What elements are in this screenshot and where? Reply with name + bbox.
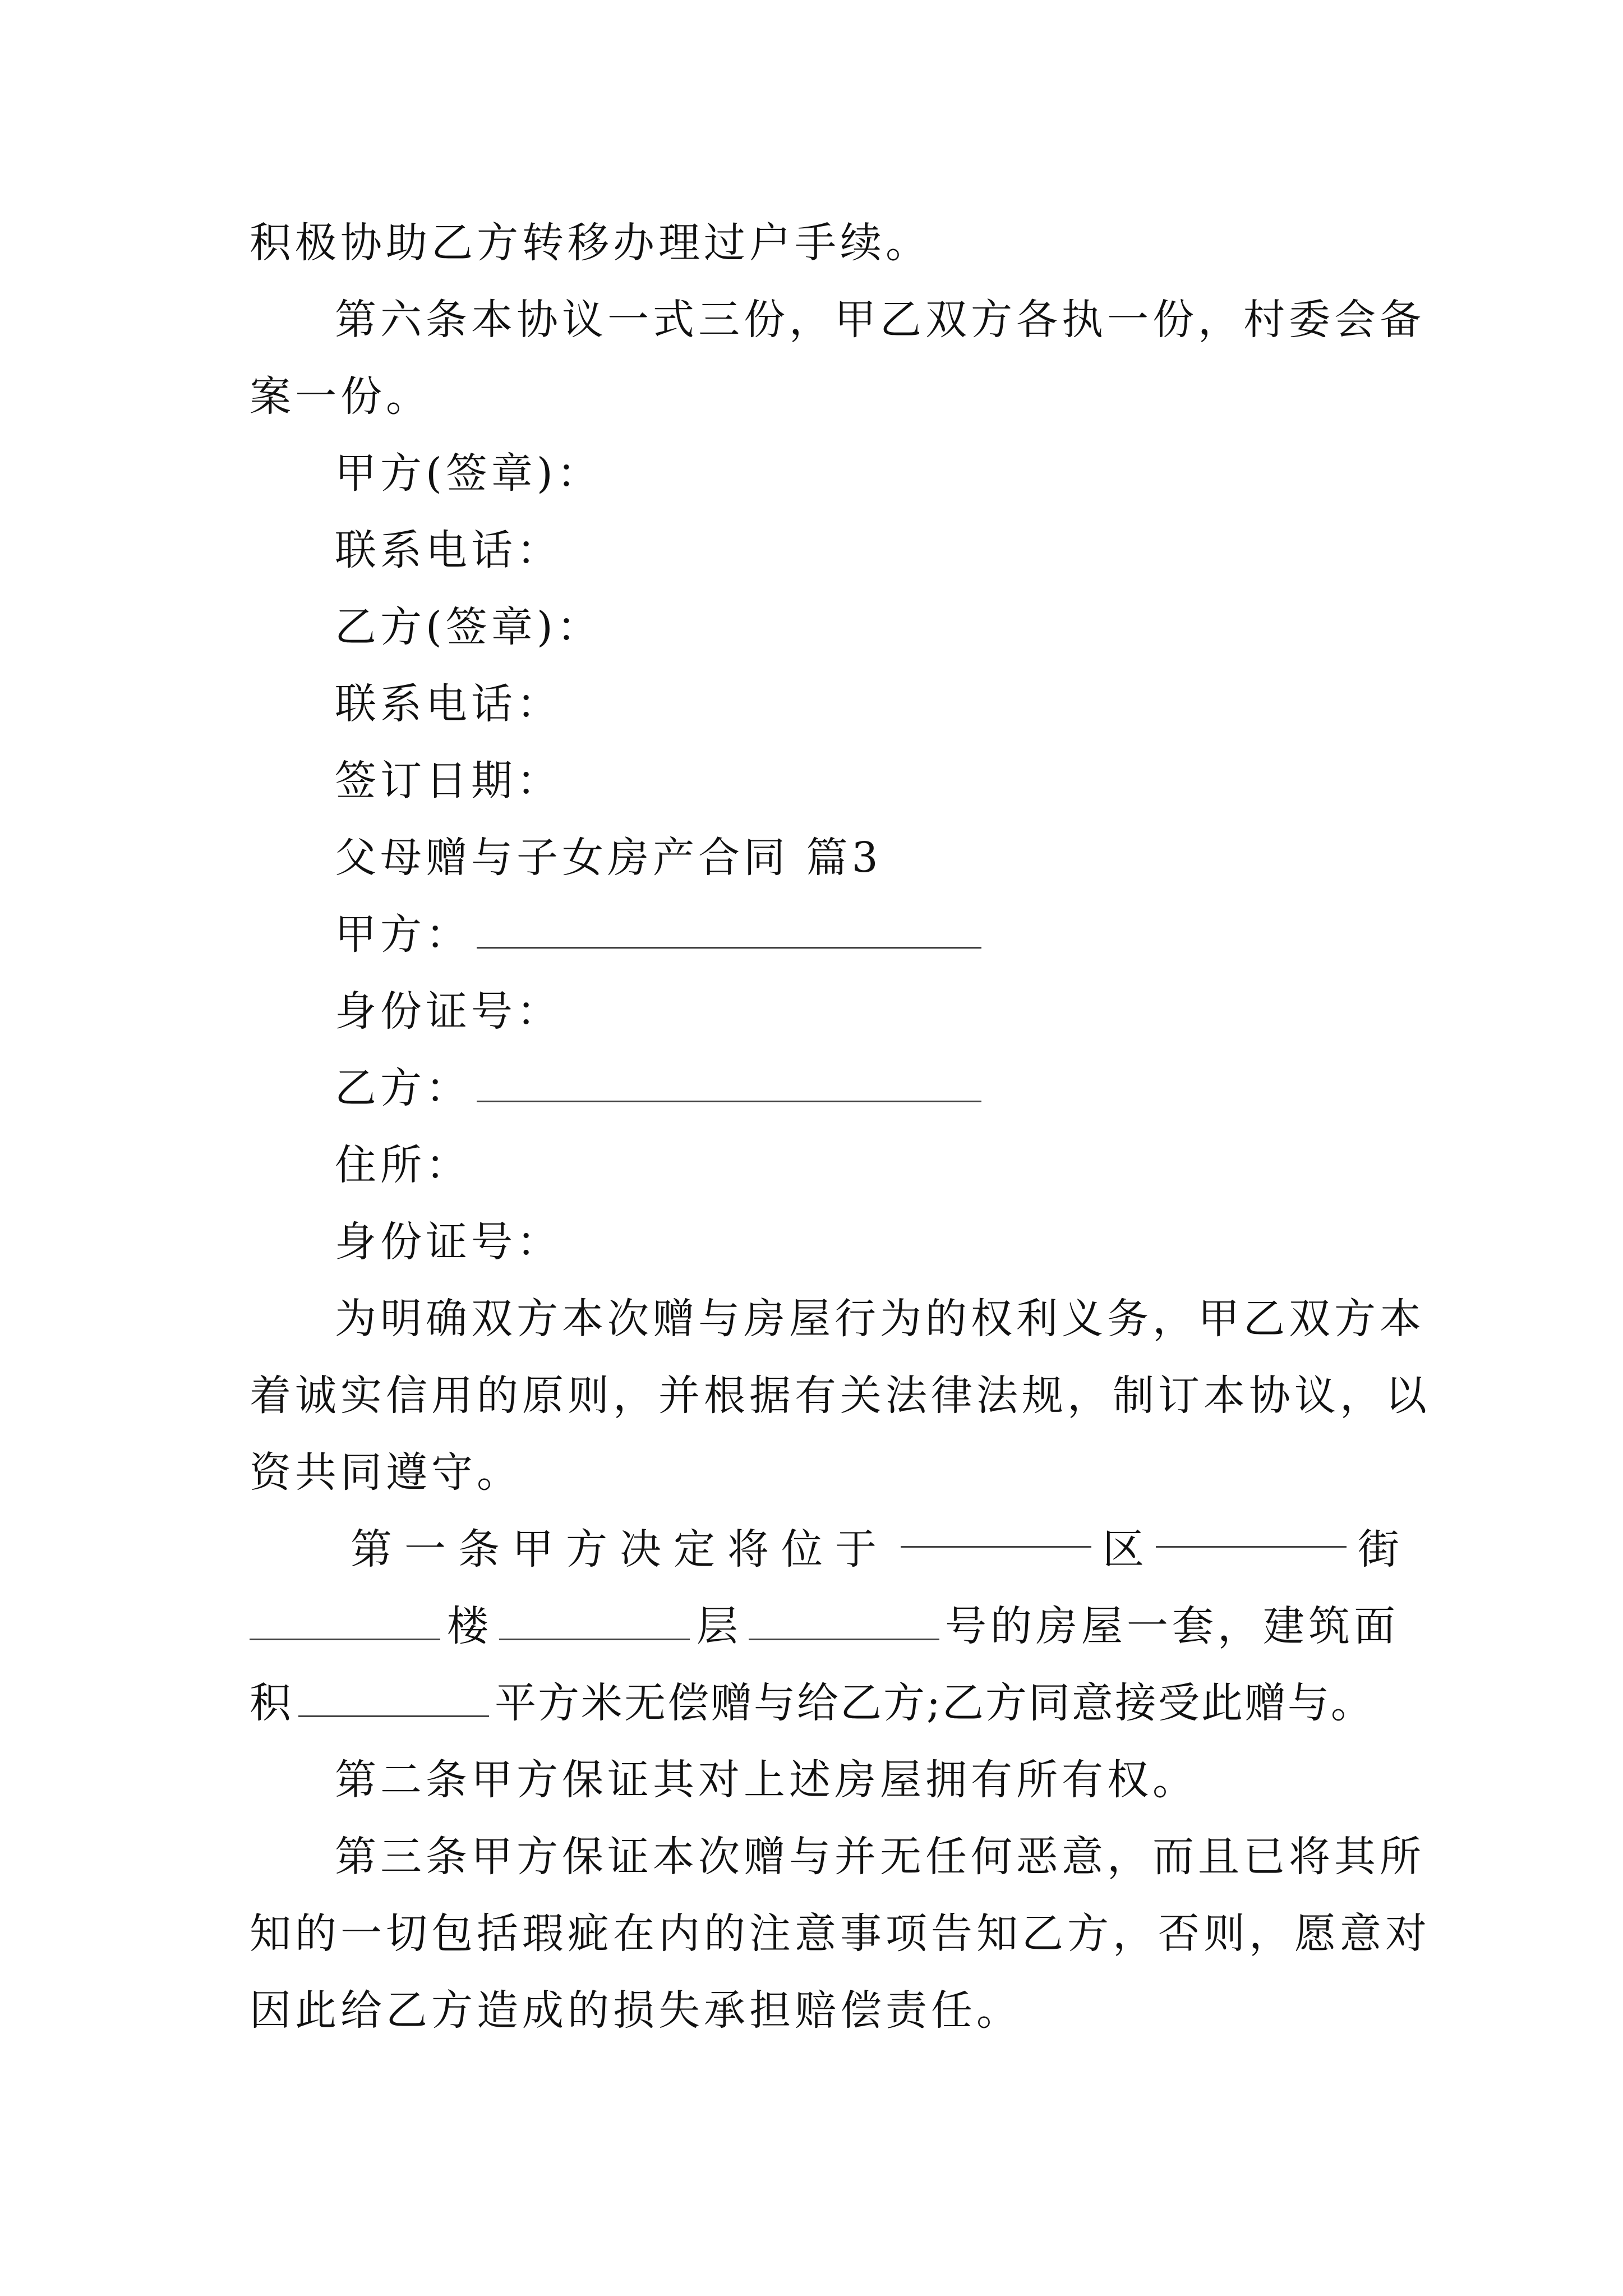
article-2-line: 第二条甲方保证其对上述房屋拥有所有权。 bbox=[335, 1756, 1198, 1804]
party-b-label: 乙方： bbox=[335, 1064, 471, 1112]
area-blank[interactable] bbox=[298, 1681, 489, 1717]
party-b-address-label: 住所： bbox=[335, 1141, 471, 1189]
building-label: 楼 bbox=[447, 1602, 492, 1650]
area-suffix: 平方米无偿赠与给乙方;乙方同意接受此赠与。 bbox=[495, 1679, 1374, 1727]
party-a-label: 甲方： bbox=[335, 910, 471, 959]
paragraph-line: 积极协助乙方转移办理过户手续。 bbox=[250, 219, 931, 267]
floor-blank[interactable] bbox=[749, 1604, 939, 1640]
sign-date-label: 签订日期： bbox=[335, 757, 562, 805]
article-1-prefix: 第一条甲方决定将位于 bbox=[351, 1525, 889, 1573]
building-blank[interactable] bbox=[499, 1604, 690, 1640]
article-1-line-3 bbox=[250, 1665, 1399, 1742]
article-1-line-1 bbox=[250, 1511, 1399, 1588]
number-blank[interactable] bbox=[250, 1604, 440, 1640]
document-page bbox=[250, 205, 1431, 2049]
party-a-blank[interactable] bbox=[477, 912, 981, 949]
article-6-line-1: 第六条本协议一式三份，甲乙双方各执一份，村委会备 bbox=[335, 296, 1425, 344]
party-b-phone-label: 联系电话： bbox=[335, 680, 562, 728]
district-label: 区 bbox=[1103, 1525, 1144, 1573]
article-6-line-2: 案一份。 bbox=[250, 372, 431, 421]
party-a-signature-label: 甲方(签章)： bbox=[335, 449, 602, 498]
article-3-line-3: 因此给乙方造成的损失承担赔偿责任。 bbox=[250, 1986, 1022, 2035]
party-b-row bbox=[250, 1050, 1399, 1127]
floor-label: 层 bbox=[697, 1602, 742, 1650]
article-3-line-2: 知的一切包括瑕疵在内的注意事项告知乙方，否则，愿意对 bbox=[250, 1910, 1431, 1958]
party-b-signature-label: 乙方(签章)： bbox=[335, 603, 602, 651]
party-b-id-label: 身份证号： bbox=[335, 1218, 562, 1266]
section-heading: 父母赠与子女房产合同 篇3 bbox=[335, 834, 882, 882]
preamble-line-1: 为明确双方本次赠与房屋行为的权利义务，甲乙双方本 bbox=[335, 1295, 1425, 1343]
party-a-row bbox=[250, 896, 1399, 973]
street-blank[interactable] bbox=[1156, 1511, 1347, 1548]
district-blank[interactable] bbox=[901, 1511, 1091, 1548]
party-a-phone-label: 联系电话： bbox=[335, 526, 562, 574]
party-b-blank[interactable] bbox=[477, 1066, 981, 1102]
preamble-line-2: 着诚实信用的原则，并根据有关法律法规，制订本协议，以 bbox=[250, 1372, 1431, 1420]
article-1-line-2 bbox=[250, 1588, 1399, 1665]
article-3-line-1: 第三条甲方保证本次赠与并无任何恶意，而且已将其所 bbox=[335, 1833, 1425, 1881]
room-text: 号的房屋一套，建筑面 bbox=[945, 1602, 1399, 1650]
party-a-id-label: 身份证号： bbox=[335, 987, 562, 1036]
preamble-line-3: 资共同遵守。 bbox=[250, 1448, 522, 1497]
area-prefix: 积 bbox=[250, 1679, 293, 1727]
street-label: 街 bbox=[1358, 1525, 1399, 1573]
